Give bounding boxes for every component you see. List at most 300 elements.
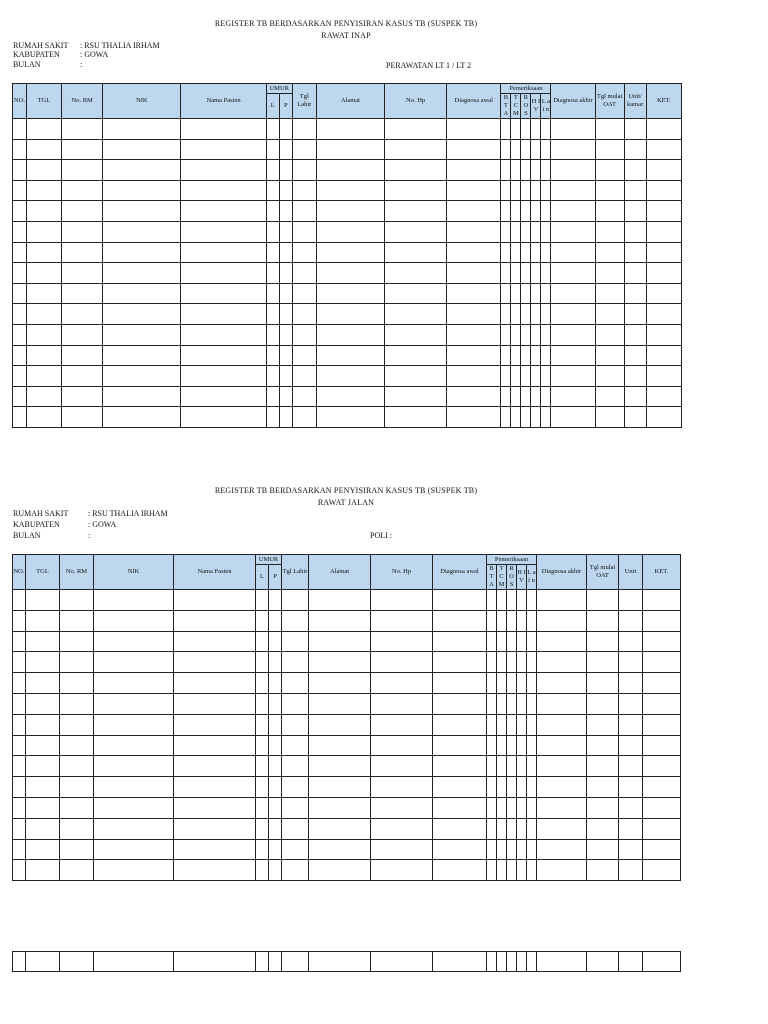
table-cell[interactable]	[62, 324, 103, 345]
table-cell[interactable]	[256, 652, 269, 673]
table-cell[interactable]	[279, 366, 292, 387]
table-cell[interactable]	[447, 139, 501, 160]
table-cell[interactable]	[624, 180, 646, 201]
table-cell[interactable]	[309, 673, 371, 694]
table-cell[interactable]	[13, 119, 27, 140]
table-cell[interactable]	[537, 610, 587, 631]
table-cell[interactable]	[174, 756, 256, 777]
table-cell[interactable]	[624, 139, 646, 160]
table-cell[interactable]	[487, 590, 497, 611]
table-cell[interactable]	[551, 160, 595, 181]
table-cell[interactable]	[26, 652, 60, 673]
table-cell[interactable]	[619, 631, 643, 652]
table-cell[interactable]	[511, 366, 521, 387]
table-cell[interactable]	[517, 714, 527, 735]
table-cell[interactable]	[521, 201, 531, 222]
table-cell[interactable]	[517, 756, 527, 777]
table-cell[interactable]	[433, 610, 487, 631]
table-cell[interactable]	[282, 652, 309, 673]
table-cell[interactable]	[269, 631, 282, 652]
table-cell[interactable]	[27, 324, 62, 345]
table-cell[interactable]	[385, 345, 447, 366]
table-cell[interactable]	[531, 324, 541, 345]
table-cell[interactable]	[497, 797, 507, 818]
table-cell[interactable]	[62, 345, 103, 366]
table-cell[interactable]	[507, 590, 517, 611]
table-cell[interactable]	[487, 610, 497, 631]
table-cell[interactable]	[619, 610, 643, 631]
table-cell[interactable]	[26, 839, 60, 860]
table-cell[interactable]	[619, 952, 643, 972]
table-cell[interactable]	[279, 139, 292, 160]
table-cell[interactable]	[316, 366, 384, 387]
table-cell[interactable]	[269, 590, 282, 611]
table-cell[interactable]	[551, 201, 595, 222]
table-cell[interactable]	[537, 797, 587, 818]
table-cell[interactable]	[531, 386, 541, 407]
table-cell[interactable]	[371, 777, 433, 798]
table-cell[interactable]	[26, 860, 60, 881]
table-cell[interactable]	[371, 735, 433, 756]
table-cell[interactable]	[527, 735, 537, 756]
table-cell[interactable]	[309, 797, 371, 818]
table-cell[interactable]	[279, 201, 292, 222]
table-cell[interactable]	[27, 345, 62, 366]
table-cell[interactable]	[531, 345, 541, 366]
table-cell[interactable]	[27, 386, 62, 407]
table-cell[interactable]	[646, 283, 681, 304]
table-cell[interactable]	[181, 345, 266, 366]
table-cell[interactable]	[385, 407, 447, 428]
table-cell[interactable]	[595, 345, 624, 366]
table-cell[interactable]	[94, 797, 174, 818]
table-cell[interactable]	[497, 610, 507, 631]
table-cell[interactable]	[309, 777, 371, 798]
table-cell[interactable]	[13, 818, 26, 839]
table-cell[interactable]	[537, 952, 587, 972]
table-cell[interactable]	[507, 652, 517, 673]
table-cell[interactable]	[279, 345, 292, 366]
table-cell[interactable]	[60, 756, 94, 777]
table-cell[interactable]	[595, 160, 624, 181]
table-cell[interactable]	[266, 324, 279, 345]
table-cell[interactable]	[541, 221, 551, 242]
table-cell[interactable]	[282, 797, 309, 818]
table-cell[interactable]	[292, 386, 316, 407]
table-cell[interactable]	[507, 756, 517, 777]
table-cell[interactable]	[371, 652, 433, 673]
table-cell[interactable]	[279, 324, 292, 345]
table-cell[interactable]	[531, 160, 541, 181]
table-cell[interactable]	[517, 631, 527, 652]
table-cell[interactable]	[551, 242, 595, 263]
table-cell[interactable]	[521, 366, 531, 387]
table-cell[interactable]	[282, 952, 309, 972]
table-cell[interactable]	[266, 345, 279, 366]
table-cell[interactable]	[511, 201, 521, 222]
table-cell[interactable]	[279, 407, 292, 428]
table-cell[interactable]	[269, 839, 282, 860]
table-cell[interactable]	[269, 818, 282, 839]
table-cell[interactable]	[371, 631, 433, 652]
table-cell[interactable]	[309, 693, 371, 714]
table-cell[interactable]	[624, 242, 646, 263]
table-cell[interactable]	[646, 242, 681, 263]
table-cell[interactable]	[646, 221, 681, 242]
table-cell[interactable]	[537, 673, 587, 694]
table-cell[interactable]	[517, 818, 527, 839]
table-cell[interactable]	[279, 180, 292, 201]
table-cell[interactable]	[266, 407, 279, 428]
table-cell[interactable]	[507, 631, 517, 652]
table-cell[interactable]	[541, 242, 551, 263]
table-cell[interactable]	[497, 818, 507, 839]
table-cell[interactable]	[624, 283, 646, 304]
table-cell[interactable]	[507, 797, 517, 818]
table-cell[interactable]	[646, 345, 681, 366]
table-cell[interactable]	[619, 693, 643, 714]
table-cell[interactable]	[269, 610, 282, 631]
table-cell[interactable]	[292, 201, 316, 222]
table-cell[interactable]	[256, 860, 269, 881]
table-cell[interactable]	[60, 818, 94, 839]
table-cell[interactable]	[181, 139, 266, 160]
table-cell[interactable]	[433, 839, 487, 860]
table-cell[interactable]	[551, 119, 595, 140]
table-cell[interactable]	[181, 283, 266, 304]
table-cell[interactable]	[551, 366, 595, 387]
table-cell[interactable]	[507, 818, 517, 839]
table-cell[interactable]	[13, 652, 26, 673]
table-cell[interactable]	[62, 304, 103, 325]
table-cell[interactable]	[595, 407, 624, 428]
table-cell[interactable]	[282, 714, 309, 735]
table-cell[interactable]	[643, 673, 681, 694]
table-cell[interactable]	[527, 652, 537, 673]
table-cell[interactable]	[511, 119, 521, 140]
table-cell[interactable]	[26, 590, 60, 611]
table-cell[interactable]	[595, 263, 624, 284]
table-cell[interactable]	[94, 735, 174, 756]
table-cell[interactable]	[13, 797, 26, 818]
table-cell[interactable]	[646, 407, 681, 428]
table-cell[interactable]	[103, 221, 181, 242]
table-cell[interactable]	[501, 283, 511, 304]
table-cell[interactable]	[269, 693, 282, 714]
table-cell[interactable]	[181, 324, 266, 345]
table-cell[interactable]	[13, 242, 27, 263]
table-cell[interactable]	[541, 180, 551, 201]
table-cell[interactable]	[103, 119, 181, 140]
table-cell[interactable]	[433, 756, 487, 777]
table-cell[interactable]	[646, 324, 681, 345]
table-cell[interactable]	[13, 263, 27, 284]
table-cell[interactable]	[531, 407, 541, 428]
table-cell[interactable]	[497, 952, 507, 972]
table-cell[interactable]	[103, 366, 181, 387]
table-cell[interactable]	[595, 304, 624, 325]
table-cell[interactable]	[174, 952, 256, 972]
table-cell[interactable]	[181, 119, 266, 140]
table-cell[interactable]	[447, 221, 501, 242]
table-cell[interactable]	[27, 283, 62, 304]
table-cell[interactable]	[619, 652, 643, 673]
table-cell[interactable]	[517, 673, 527, 694]
table-cell[interactable]	[537, 756, 587, 777]
table-cell[interactable]	[433, 777, 487, 798]
table-cell[interactable]	[292, 180, 316, 201]
table-cell[interactable]	[541, 139, 551, 160]
table-cell[interactable]	[517, 652, 527, 673]
table-cell[interactable]	[371, 714, 433, 735]
table-cell[interactable]	[624, 201, 646, 222]
table-cell[interactable]	[537, 839, 587, 860]
table-cell[interactable]	[256, 610, 269, 631]
table-cell[interactable]	[181, 221, 266, 242]
table-cell[interactable]	[60, 714, 94, 735]
table-cell[interactable]	[511, 242, 521, 263]
table-cell[interactable]	[316, 139, 384, 160]
table-cell[interactable]	[279, 386, 292, 407]
table-cell[interactable]	[103, 283, 181, 304]
table-cell[interactable]	[527, 693, 537, 714]
table-cell[interactable]	[94, 693, 174, 714]
table-cell[interactable]	[433, 673, 487, 694]
table-cell[interactable]	[309, 714, 371, 735]
table-cell[interactable]	[282, 756, 309, 777]
table-cell[interactable]	[587, 673, 619, 694]
table-cell[interactable]	[521, 263, 531, 284]
table-cell[interactable]	[26, 797, 60, 818]
table-cell[interactable]	[60, 860, 94, 881]
table-cell[interactable]	[433, 952, 487, 972]
table-cell[interactable]	[292, 160, 316, 181]
table-cell[interactable]	[27, 201, 62, 222]
table-cell[interactable]	[279, 221, 292, 242]
table-cell[interactable]	[537, 631, 587, 652]
table-cell[interactable]	[527, 777, 537, 798]
table-cell[interactable]	[60, 839, 94, 860]
table-cell[interactable]	[587, 797, 619, 818]
table-cell[interactable]	[309, 756, 371, 777]
table-cell[interactable]	[266, 201, 279, 222]
table-cell[interactable]	[497, 735, 507, 756]
table-cell[interactable]	[501, 386, 511, 407]
table-cell[interactable]	[541, 201, 551, 222]
table-cell[interactable]	[371, 818, 433, 839]
table-cell[interactable]	[501, 304, 511, 325]
table-cell[interactable]	[643, 839, 681, 860]
table-cell[interactable]	[511, 345, 521, 366]
table-cell[interactable]	[256, 839, 269, 860]
table-cell[interactable]	[94, 818, 174, 839]
table-cell[interactable]	[487, 693, 497, 714]
table-cell[interactable]	[541, 160, 551, 181]
table-cell[interactable]	[266, 304, 279, 325]
table-cell[interactable]	[371, 756, 433, 777]
table-cell[interactable]	[371, 839, 433, 860]
table-cell[interactable]	[643, 652, 681, 673]
table-cell[interactable]	[94, 652, 174, 673]
table-cell[interactable]	[521, 407, 531, 428]
table-cell[interactable]	[316, 304, 384, 325]
table-cell[interactable]	[537, 590, 587, 611]
table-cell[interactable]	[13, 860, 26, 881]
table-cell[interactable]	[433, 652, 487, 673]
table-cell[interactable]	[643, 818, 681, 839]
table-cell[interactable]	[511, 324, 521, 345]
table-cell[interactable]	[527, 714, 537, 735]
table-cell[interactable]	[619, 756, 643, 777]
table-cell[interactable]	[103, 263, 181, 284]
table-cell[interactable]	[646, 201, 681, 222]
table-cell[interactable]	[541, 407, 551, 428]
table-cell[interactable]	[595, 201, 624, 222]
table-cell[interactable]	[517, 735, 527, 756]
table-cell[interactable]	[487, 735, 497, 756]
table-cell[interactable]	[27, 180, 62, 201]
table-cell[interactable]	[266, 180, 279, 201]
table-cell[interactable]	[497, 714, 507, 735]
table-cell[interactable]	[433, 735, 487, 756]
table-cell[interactable]	[279, 119, 292, 140]
table-cell[interactable]	[13, 610, 26, 631]
table-cell[interactable]	[527, 610, 537, 631]
table-cell[interactable]	[643, 590, 681, 611]
table-cell[interactable]	[447, 160, 501, 181]
table-cell[interactable]	[551, 304, 595, 325]
table-cell[interactable]	[13, 324, 27, 345]
table-cell[interactable]	[551, 180, 595, 201]
table-cell[interactable]	[94, 839, 174, 860]
table-cell[interactable]	[447, 180, 501, 201]
table-cell[interactable]	[624, 386, 646, 407]
table-cell[interactable]	[501, 345, 511, 366]
table-cell[interactable]	[541, 304, 551, 325]
table-cell[interactable]	[531, 139, 541, 160]
table-cell[interactable]	[269, 652, 282, 673]
table-cell[interactable]	[292, 221, 316, 242]
table-cell[interactable]	[501, 263, 511, 284]
table-cell[interactable]	[517, 860, 527, 881]
table-cell[interactable]	[181, 407, 266, 428]
table-cell[interactable]	[551, 345, 595, 366]
table-cell[interactable]	[26, 818, 60, 839]
table-cell[interactable]	[587, 714, 619, 735]
table-cell[interactable]	[62, 201, 103, 222]
table-cell[interactable]	[26, 610, 60, 631]
table-cell[interactable]	[643, 860, 681, 881]
table-cell[interactable]	[62, 386, 103, 407]
table-cell[interactable]	[619, 714, 643, 735]
table-cell[interactable]	[501, 180, 511, 201]
table-cell[interactable]	[587, 952, 619, 972]
table-cell[interactable]	[487, 797, 497, 818]
table-cell[interactable]	[511, 263, 521, 284]
table-cell[interactable]	[624, 119, 646, 140]
table-cell[interactable]	[507, 693, 517, 714]
table-cell[interactable]	[511, 221, 521, 242]
table-cell[interactable]	[541, 366, 551, 387]
table-cell[interactable]	[501, 242, 511, 263]
table-cell[interactable]	[181, 201, 266, 222]
table-cell[interactable]	[103, 139, 181, 160]
table-cell[interactable]	[13, 590, 26, 611]
table-cell[interactable]	[316, 180, 384, 201]
table-cell[interactable]	[527, 756, 537, 777]
table-cell[interactable]	[62, 221, 103, 242]
table-cell[interactable]	[94, 777, 174, 798]
table-cell[interactable]	[487, 631, 497, 652]
table-cell[interactable]	[292, 407, 316, 428]
table-cell[interactable]	[487, 839, 497, 860]
table-cell[interactable]	[174, 652, 256, 673]
table-cell[interactable]	[181, 242, 266, 263]
table-cell[interactable]	[279, 283, 292, 304]
table-cell[interactable]	[27, 263, 62, 284]
table-cell[interactable]	[60, 652, 94, 673]
table-cell[interactable]	[619, 777, 643, 798]
table-cell[interactable]	[551, 386, 595, 407]
table-cell[interactable]	[385, 263, 447, 284]
table-cell[interactable]	[26, 756, 60, 777]
table-cell[interactable]	[643, 756, 681, 777]
table-cell[interactable]	[266, 366, 279, 387]
table-cell[interactable]	[527, 631, 537, 652]
table-cell[interactable]	[27, 139, 62, 160]
table-cell[interactable]	[292, 119, 316, 140]
table-cell[interactable]	[256, 952, 269, 972]
table-cell[interactable]	[279, 304, 292, 325]
table-cell[interactable]	[643, 714, 681, 735]
table-cell[interactable]	[266, 386, 279, 407]
table-cell[interactable]	[62, 160, 103, 181]
table-cell[interactable]	[266, 139, 279, 160]
table-cell[interactable]	[282, 818, 309, 839]
table-cell[interactable]	[60, 590, 94, 611]
table-cell[interactable]	[316, 324, 384, 345]
table-cell[interactable]	[371, 673, 433, 694]
table-cell[interactable]	[497, 590, 507, 611]
table-cell[interactable]	[511, 386, 521, 407]
table-cell[interactable]	[292, 283, 316, 304]
table-cell[interactable]	[27, 304, 62, 325]
table-cell[interactable]	[103, 160, 181, 181]
table-cell[interactable]	[13, 366, 27, 387]
table-cell[interactable]	[587, 631, 619, 652]
table-cell[interactable]	[309, 839, 371, 860]
table-cell[interactable]	[624, 366, 646, 387]
table-cell[interactable]	[371, 590, 433, 611]
table-cell[interactable]	[282, 777, 309, 798]
table-cell[interactable]	[385, 386, 447, 407]
table-cell[interactable]	[497, 631, 507, 652]
table-cell[interactable]	[619, 818, 643, 839]
table-cell[interactable]	[497, 839, 507, 860]
table-cell[interactable]	[181, 180, 266, 201]
table-cell[interactable]	[619, 860, 643, 881]
table-cell[interactable]	[385, 201, 447, 222]
table-cell[interactable]	[60, 693, 94, 714]
table-cell[interactable]	[587, 818, 619, 839]
table-cell[interactable]	[27, 242, 62, 263]
table-cell[interactable]	[60, 777, 94, 798]
table-cell[interactable]	[256, 673, 269, 694]
table-cell[interactable]	[537, 652, 587, 673]
table-cell[interactable]	[309, 952, 371, 972]
table-cell[interactable]	[487, 860, 497, 881]
table-cell[interactable]	[256, 735, 269, 756]
